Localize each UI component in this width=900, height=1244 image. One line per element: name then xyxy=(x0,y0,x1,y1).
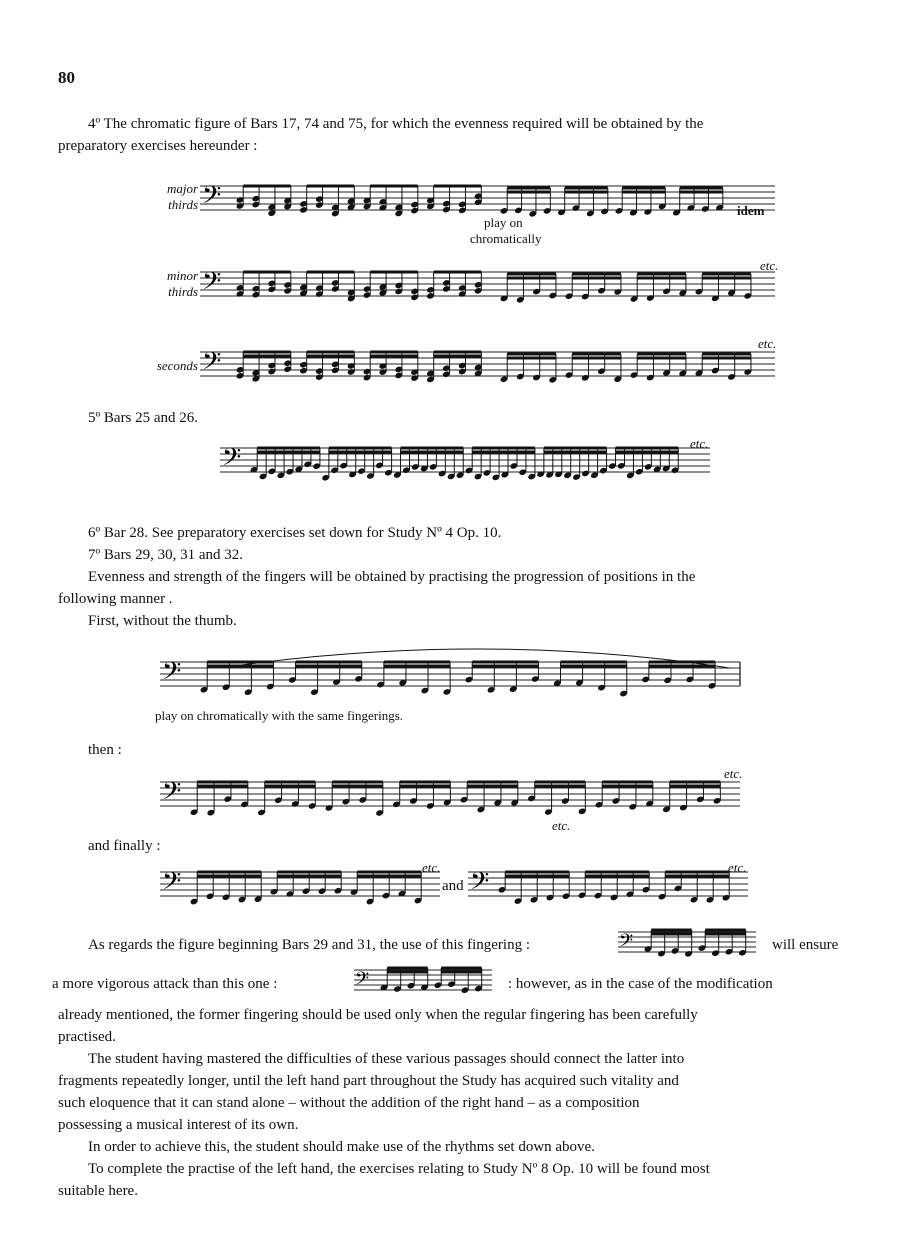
staff-inline-fingering-1 xyxy=(618,924,758,970)
closing-line2-a: a more vigorous attack than this one : xyxy=(52,976,278,992)
section4-heading-line2: preparatory exercises hereunder : xyxy=(58,138,258,154)
label-minor-thirds: minor thirds xyxy=(166,268,198,299)
staff-finally-b xyxy=(468,852,758,922)
label-major-thirds: major thirds xyxy=(166,181,198,212)
staff-bars-25-26 xyxy=(220,428,720,508)
notes-finally-b xyxy=(498,872,731,905)
section5-heading: 5º Bars 25 and 26. xyxy=(88,410,199,426)
staff-seconds xyxy=(200,330,780,400)
staff-minor-thirds xyxy=(200,252,780,322)
closing-line2-b: : however, as in the case of the modification xyxy=(508,976,773,992)
notes-then xyxy=(190,782,722,817)
svg-text:𝄢: 𝄢 xyxy=(162,867,182,902)
etc-minor: etc. xyxy=(760,258,779,273)
svg-text:𝄢: 𝄢 xyxy=(355,969,370,994)
etc-then: etc. xyxy=(724,766,743,781)
svg-text:𝄢: 𝄢 xyxy=(470,867,490,902)
etc-then-lower: etc. xyxy=(552,818,571,833)
and-finally-label: and finally : xyxy=(88,838,161,854)
section7-para1-line2: following manner . xyxy=(58,591,173,607)
svg-text:𝄢: 𝄢 xyxy=(162,777,182,812)
staff-inline-fingering-2 xyxy=(354,962,494,1008)
staff-then xyxy=(160,762,750,832)
then-label: then : xyxy=(88,742,122,758)
closing-para3: In order to achieve this, the student should make use of the rhythms set down above. xyxy=(88,1139,595,1155)
closing-line4: practised. xyxy=(58,1029,116,1045)
notes-minor-thirds xyxy=(236,272,752,304)
etc-finally-a: etc. xyxy=(422,860,441,875)
closing-para4-line2: suitable here. xyxy=(58,1183,138,1199)
section7-para1-line1: Evenness and strength of the fingers will be obtained by practising the progression of positions in the xyxy=(88,569,696,585)
notes-finally-a xyxy=(190,872,423,905)
chromatically-text: chromatically xyxy=(470,231,542,246)
svg-text:𝄢: 𝄢 xyxy=(202,267,222,302)
closing-para4-line1: To complete the practise of the left hand, the exercises relating to Study Nº 8 Op. 10 will be found most xyxy=(88,1161,710,1177)
svg-text:𝄢: 𝄢 xyxy=(202,181,222,216)
staff-finally-a xyxy=(160,852,450,922)
notes-seconds xyxy=(236,352,752,384)
etc-finally-b: etc. xyxy=(728,860,747,875)
notes-inline-1 xyxy=(644,930,747,958)
closing-para2-line4: possessing a musical interest of its own. xyxy=(58,1117,299,1133)
play-on-text: play on xyxy=(484,215,523,230)
idem-text: idem xyxy=(737,203,765,218)
svg-text:𝄢: 𝄢 xyxy=(619,931,634,956)
closing-para2-line1: The student having mastered the difficulties of these various passages should connect the latter into xyxy=(88,1051,685,1067)
closing-para2-line2: fragments repeatedly longer, until the left hand part throughout the Study has acquired such vitality and xyxy=(58,1073,679,1089)
section7-heading: 7º Bars 29, 30, 31 and 32. xyxy=(88,547,244,563)
section4-heading-line1: 4º The chromatic figure of Bars 17, 74 and 75, for which the evenness required will be obtained by the xyxy=(88,116,704,132)
svg-text:𝄢: 𝄢 xyxy=(222,443,242,478)
and-word: and xyxy=(442,878,464,894)
etc-seconds: etc. xyxy=(758,336,777,351)
notes-bars-25-26 xyxy=(250,448,680,482)
svg-text:𝄢: 𝄢 xyxy=(162,657,182,692)
section7-first: First, without the thumb. xyxy=(88,613,237,629)
closing-line1-a: As regards the figure beginning Bars 29 and 31, the use of this fingering : xyxy=(88,937,530,953)
page-number: 80 xyxy=(58,68,75,87)
section6-heading: 6º Bar 28. See preparatory exercises set down for Study Nº 4 Op. 10. xyxy=(88,525,502,541)
closing-line3: already mentioned, the former fingering should be used only when the regular fingering has been carefully xyxy=(58,1007,698,1023)
closing-line1-b: will ensure xyxy=(772,937,839,953)
closing-para2-line3: such eloquence that it can stand alone – without the addition of the right hand – as a composition xyxy=(58,1095,640,1111)
play-on-caption: play on chromatically with the same fingerings. xyxy=(155,708,404,723)
staff-first-without-thumb xyxy=(160,640,750,710)
etc-bars-25-26: etc. xyxy=(690,436,709,451)
svg-text:𝄢: 𝄢 xyxy=(202,347,222,382)
label-seconds: seconds xyxy=(156,358,198,373)
notes-major-thirds xyxy=(236,186,724,218)
